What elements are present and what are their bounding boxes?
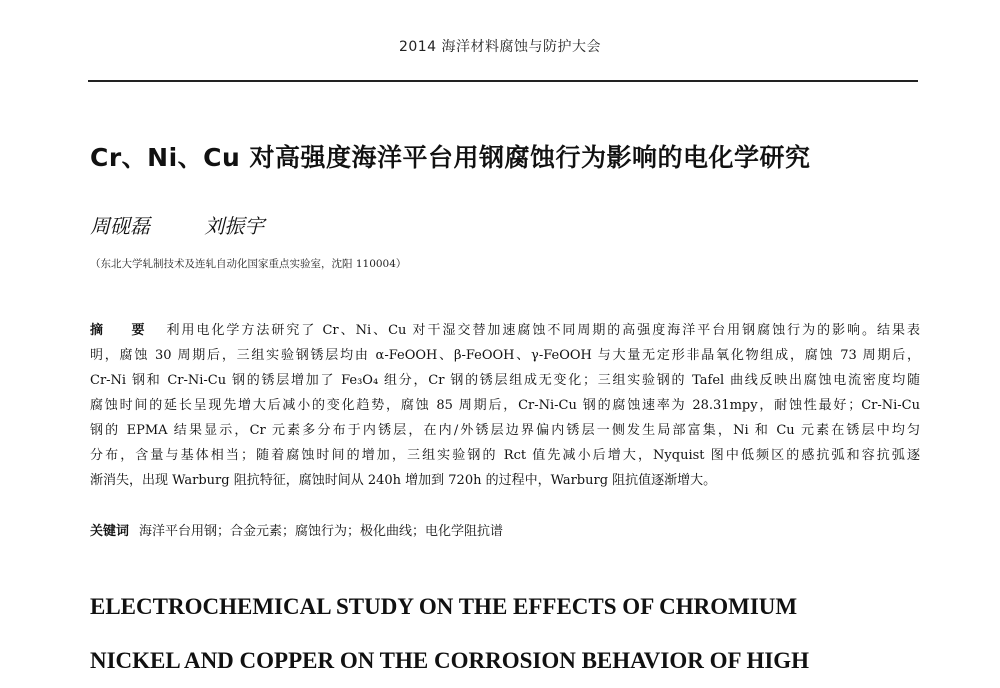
english-title — [90, 580, 920, 688]
header-rule — [88, 80, 918, 82]
keywords — [90, 520, 503, 539]
author-1: 周砚磊 — [90, 214, 150, 238]
abstract-line-4: 腐蚀时间的延长呈现先增大后减小的变化趋势，腐蚀 85 周期后，Cr-Ni-Cu 钢的腐蚀速率为 28.31mpy，耐蚀性最好；Cr-Ni-Cu — [90, 398, 920, 413]
abstract-line-5: 钢的 EPMA 结果显示，Cr 元素多分布于内锈层，在内/外锈层边界偏内锈层一侧发生局部富集，Ni 和 Cu 元素在锈层中均匀 — [90, 423, 920, 438]
abstract-line-1 — [90, 318, 920, 343]
author-list — [90, 210, 264, 239]
running-header: 2014 海洋材料腐蚀与防护大会 — [398, 39, 602, 55]
abstract-line-7: 渐消失，出现 Warburg 阻抗特征，腐蚀时间从 240h 增加到 720h 的过程中，Warburg 阻抗值逐渐增大。 — [90, 473, 717, 488]
abstract-line-1-text: 利用电化学方法研究了 Cr、Ni、Cu 对干湿交替加速腐蚀不同周期的高强度海洋平台用钢腐蚀行为的影响。结果表 — [166, 323, 920, 338]
english-title-line-1: ELECTROCHEMICAL STUDY ON THE EFFECTS OF CHROMIUM — [90, 594, 798, 619]
english-title-line-2: NICKEL AND COPPER ON THE CORROSION BEHAVIOR OF HIGH — [90, 648, 810, 673]
keywords-label: 关键词 — [90, 524, 130, 539]
abstract — [90, 318, 920, 493]
abstract-line-6: 分布，含量与基体相当；随着腐蚀时间的增加，三组实验钢的 Rct 值先减小后增大，Nyquist 图中低频区的感抗弧和容抗弧逐 — [90, 448, 920, 463]
abstract-line-3: Cr-Ni 钢和 Cr-Ni-Cu 钢的锈层增加了 Fe₃O₄ 组分，Cr 钢的锈层组成无变化；三组实验钢的 Tafel 曲线反映出腐蚀电流密度均随 — [90, 373, 920, 388]
keywords-text: 海洋平台用钢；合金元素；腐蚀行为；极化曲线；电化学阻抗谱 — [139, 524, 504, 539]
chinese-title: Cr、Ni、Cu 对高强度海洋平台用钢腐蚀行为影响的电化学研究 — [90, 143, 811, 172]
affiliation: （东北大学轧制技术及连轧自动化国家重点实验室，沈阳 110004） — [90, 258, 407, 270]
author-2: 刘振宇 — [204, 214, 265, 238]
abstract-line-2: 明，腐蚀 30 周期后，三组实验钢锈层均由 α-FeOOH、β-FeOOH、γ-FeOOH 与大量无定形非晶氧化物组成，腐蚀 73 周期后， — [90, 348, 920, 363]
abstract-label: 摘 要 — [90, 323, 157, 338]
